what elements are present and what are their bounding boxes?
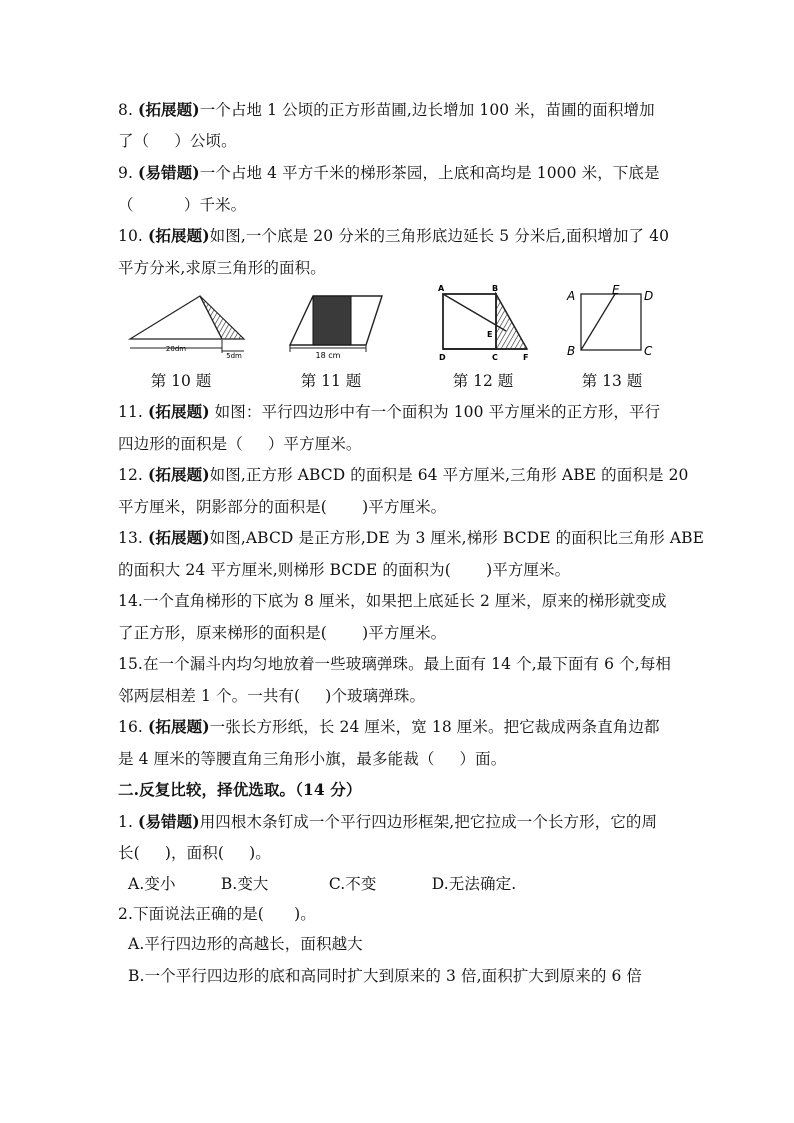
question-tag: (拓展题) xyxy=(147,465,210,484)
question-text: 平方厘米，阴影部分的面积是( )平方厘米。 xyxy=(118,498,447,516)
question-text: 用四根木条钉成一个平行四边形框架,把它拉成一个长方形，它的周 xyxy=(199,813,658,831)
square-abcd xyxy=(443,294,496,349)
question-number: 12. xyxy=(118,466,148,484)
question-text: 一个占地 4 平方千米的梯形茶园，上底和高均是 1000 米，下底是 xyxy=(199,164,660,182)
question-number: 16. xyxy=(118,718,148,736)
question-text: 如图,一个底是 20 分米的三角形底边延长 5 分米后,面积增加了 40 xyxy=(209,227,670,245)
fig12-label-e: E xyxy=(487,330,493,339)
question-tag: (拓展题) xyxy=(147,402,210,421)
fig12-label-f: F xyxy=(523,353,529,362)
fig13-label-e: E xyxy=(612,283,620,297)
original-triangle xyxy=(130,296,222,339)
question-text: （ ）千米。 xyxy=(118,196,247,214)
fig12-label-a: A xyxy=(438,284,445,293)
section-heading: 二.反复比较，择优选取。（14 分） xyxy=(118,780,362,799)
question-text: 如图,ABCD 是正方形,DE 为 3 厘米,梯形 BCDE 的面积比三角形 ABE xyxy=(209,529,705,547)
question-tag: (易错题) xyxy=(138,163,200,182)
caption-fig12: 第 12 题 xyxy=(452,372,514,390)
caption-fig10: 第 10 题 xyxy=(150,372,212,390)
question-text: 在一个漏斗内均匀地放着一些玻璃弹珠。最上面有 14 个,最下面有 6 个,每相 xyxy=(142,655,672,673)
figure-13 xyxy=(566,283,653,358)
fig13-label-c: C xyxy=(644,344,653,358)
question-text: 如图,正方形 ABCD 的面积是 64 平方厘米,三角形 ABE 的面积是 20 xyxy=(209,466,689,484)
fig12-label-d: D xyxy=(439,353,446,362)
fig12-label-c: C xyxy=(492,353,498,362)
figure-12 xyxy=(438,284,528,362)
fig13-label-a: A xyxy=(567,289,576,303)
fig13-label-d: D xyxy=(644,289,654,303)
question-number: 14. xyxy=(118,592,143,610)
question-text: 2.下面说法正确的是( )。 xyxy=(118,905,316,923)
question-number: 10. xyxy=(118,227,148,245)
fig13-label-b: B xyxy=(567,344,576,358)
question-tag: (拓展题) xyxy=(147,226,210,245)
figure-11 xyxy=(290,296,382,360)
question-text: 一个占地 1 公顷的正方形苗圃,边长增加 100 米，苗圃的面积增加 xyxy=(199,101,655,119)
question-text: 邻两层相差 1 个。一共有( )个玻璃弹珠。 xyxy=(118,687,426,705)
fig12-label-b: B xyxy=(492,284,499,293)
question-tag: (易错题) xyxy=(138,812,200,831)
fig11-base-label: 18 cm xyxy=(315,351,341,360)
question-number: 8. xyxy=(118,101,139,119)
question-tag: (拓展题) xyxy=(138,100,200,119)
square-shaded xyxy=(313,296,351,345)
question-number: 13. xyxy=(118,529,148,547)
question-number: 11. xyxy=(118,403,148,421)
question-text: 是 4 厘米的等腰直角三角形小旗，最多能裁（ ）面。 xyxy=(118,750,507,768)
caption-fig13: 第 13 题 xyxy=(581,372,643,390)
fig10-base-label: 20dm xyxy=(165,345,187,353)
question-tag: (拓展题) xyxy=(147,717,210,736)
question-text: 如图：平行四边形中有一个面积为 100 平方厘米的正方形，平行 xyxy=(209,403,661,421)
caption-fig11: 第 11 题 xyxy=(300,372,362,390)
question-text: 了（ ）公顷。 xyxy=(118,132,237,150)
question-text: 长( )，面积( )。 xyxy=(118,844,271,862)
question-text: 一个直角梯形的下底为 8 厘米，如果把上底延长 2 厘米，原来的梯形就变成 xyxy=(142,592,667,610)
question-number: 15. xyxy=(118,655,143,673)
question-text: A.平行四边形的高越长，面积越大 xyxy=(118,935,363,953)
question-number: 1. xyxy=(118,813,139,831)
question-text: 了正方形，原来梯形的面积是( )平方厘米。 xyxy=(118,624,447,642)
figure-10 xyxy=(130,296,244,360)
shaded-region xyxy=(496,294,527,349)
square-abcd-13 xyxy=(581,294,641,350)
question-tag: (拓展题) xyxy=(147,528,210,547)
question-text: 四边形的面积是（ ）平方厘米。 xyxy=(118,435,362,453)
question-text: A.变小 B.变大 C.不变 D.无法确定. xyxy=(118,875,517,893)
question-text: 的面积大 24 平方厘米,则梯形 BCDE 的面积为( )平方厘米。 xyxy=(118,561,571,579)
question-text: 一张长方形纸，长 24 厘米，宽 18 厘米。把它裁成两条直角边都 xyxy=(209,718,660,736)
question-number: 9. xyxy=(118,164,139,182)
question-text: B.一个平行四边形的底和高同时扩大到原来的 3 倍,面积扩大到原来的 6 倍 xyxy=(118,967,643,985)
fig10-ext-label: 5dm xyxy=(226,352,242,360)
question-text: 平方分米,求原三角形的面积。 xyxy=(118,259,326,277)
